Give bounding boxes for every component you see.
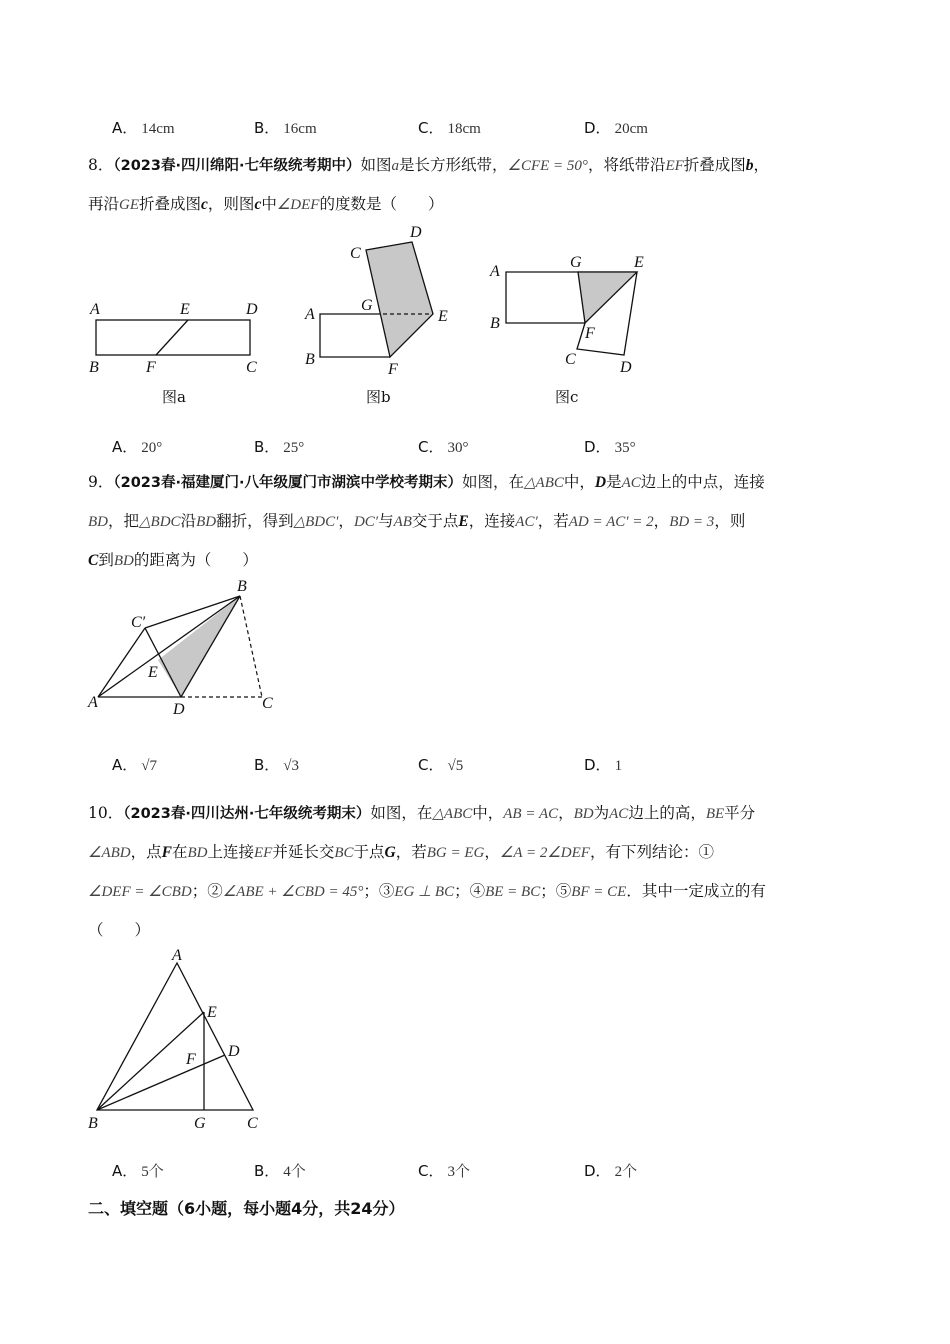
q9-fig-label-d: D: [173, 701, 185, 718]
q10-fig-label-b: B: [88, 1115, 98, 1132]
fig-c-label-f: F: [585, 325, 595, 342]
q10-fig-label-a: A: [172, 947, 182, 964]
q9-option-c[interactable]: C． √5: [418, 756, 464, 774]
q10-option-a[interactable]: A． 5个: [112, 1162, 164, 1180]
q9-fig-label-e: E: [148, 664, 158, 681]
fig-c-caption: 图c: [555, 388, 579, 406]
fig-b-label-a: A: [305, 306, 315, 323]
fig-b-label-d: D: [410, 224, 422, 241]
fig-b-label-e: E: [438, 308, 448, 325]
fig-c-label-e: E: [634, 254, 644, 271]
fig-b-caption: 图b: [366, 388, 391, 406]
q9-option-d[interactable]: D． 1: [584, 756, 623, 774]
q7-option-d[interactable]: D． 20cm: [584, 119, 648, 137]
q10-option-d[interactable]: D． 2个: [584, 1162, 638, 1180]
q10-option-b[interactable]: B． 4个: [254, 1162, 306, 1180]
q8-option-c[interactable]: C． 30°: [418, 438, 469, 456]
q9-fig-label-c: C: [262, 695, 273, 712]
fig-b-label-f: F: [388, 361, 398, 378]
fig-a-label-a: A: [90, 301, 100, 318]
q10-fig-label-f: F: [186, 1051, 196, 1068]
q8-options: [112, 436, 852, 464]
fig-c-label-d: D: [620, 359, 632, 376]
q10-fig-label-c: C: [247, 1115, 258, 1132]
q8-figure-a: [89, 301, 258, 406]
q10-option-c[interactable]: C． 3个: [418, 1162, 470, 1180]
fig-a-caption: 图a: [162, 388, 186, 406]
fig-c-label-a: A: [490, 263, 500, 280]
fig-a-label-e: E: [180, 301, 190, 318]
q8-stem: 8．（2023春·四川绵阳·七年级统考期中）如图a是长方形纸带，∠CFE = 50°，将纸带沿EF折叠成图b， 再沿GE折叠成图c，则图c中∠DEF的度数是（ ）: [88, 156, 770, 213]
q8-option-d[interactable]: D． 35°: [584, 438, 636, 456]
q7-option-c[interactable]: C． 18cm: [418, 119, 481, 137]
q8-figure-c: [489, 254, 644, 406]
fig-a-label-f: F: [146, 359, 156, 376]
q10-fig-label-d: D: [228, 1043, 240, 1060]
q10-fig-label-g: G: [194, 1115, 206, 1132]
q9-fig-label-b: B: [237, 578, 247, 595]
q10-fig-label-e: E: [207, 1004, 217, 1021]
fig-a-label-c: C: [246, 359, 257, 376]
q9-fig-label-c-prime: C′: [131, 614, 146, 631]
fig-a-label-b: B: [89, 359, 99, 376]
q8-option-a[interactable]: A． 20°: [112, 438, 163, 456]
q9-figure: [87, 578, 273, 718]
q9-options: [112, 754, 852, 782]
q9-option-b[interactable]: B． √3: [254, 756, 300, 774]
fig-c-label-c: C: [565, 351, 576, 368]
q8-figure-b: [304, 224, 448, 406]
fig-b-label-c: C: [350, 245, 361, 262]
fig-c-label-b: B: [490, 315, 500, 332]
q9-fig-label-a: A: [88, 694, 98, 711]
fig-c-label-g: G: [570, 254, 582, 271]
q10-options: [112, 1160, 852, 1188]
q7-option-b[interactable]: B． 16cm: [254, 119, 317, 137]
q10-stem: 10．（2023春·四川达州·七年级统考期末）如图，在△ABC中，AB = AC，BD为AC边上的高，BE平分 ∠ABD，点F在BD上连接EF并延长交BC于点G，若BG = EG，∠A = 2∠DEF，有下列结论：① ∠DEF = ∠CBD；②∠ABE + ∠CBD = 45°；③EG ⊥ BC；④BE = BC；⑤BF = CE．其中一定成立的有 （ ）: [88, 804, 766, 939]
q9-option-a[interactable]: A． √7: [112, 756, 157, 774]
q7-option-a[interactable]: A． 14cm: [112, 119, 175, 137]
fig-b-label-g: G: [361, 297, 373, 314]
q9-stem: 9．（2023春·福建厦门·八年级厦门市湖滨中学校考期末）如图，在△ABC中，D是AC边上的中点，连接 BD，把△BDC沿BD翻折，得到△BDC′，DC′与AB交于点E，连接AC′，若AD = AC′ = 2，BD = 3，则 C到BD的距离为（ ）: [88, 473, 765, 569]
q10-figure: [88, 947, 258, 1132]
fig-b-label-b: B: [305, 351, 315, 368]
section-heading-fill-in: 二、填空题（6小题，每小题4分，共24分）: [88, 1199, 405, 1218]
q8-option-b[interactable]: B． 25°: [254, 438, 305, 456]
fig-a-label-d: D: [246, 301, 258, 318]
